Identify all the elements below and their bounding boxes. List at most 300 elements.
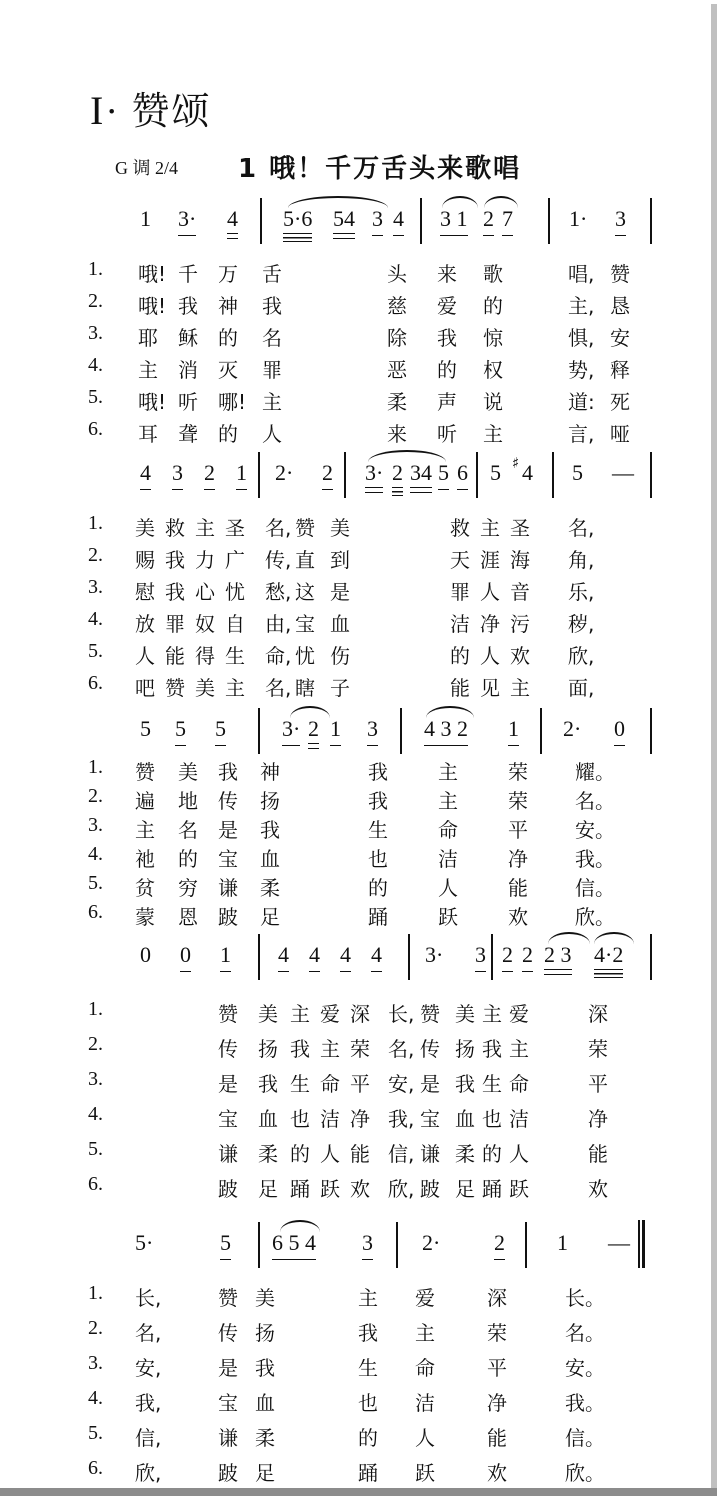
verse-number: 4.	[88, 354, 103, 376]
lyric-row	[0, 901, 717, 931]
lyric-syllable: 是	[218, 1356, 238, 1380]
lyric-syllable: 洁	[509, 1107, 529, 1131]
lyric-syllable: 听	[437, 422, 457, 446]
barline	[540, 708, 542, 754]
lyric-syllable: 也	[358, 1391, 378, 1415]
lyric-syllable: 我	[258, 1072, 278, 1096]
lyric-syllable: 天	[450, 548, 470, 572]
section-numeral: I	[90, 88, 106, 133]
note: 5	[572, 460, 583, 485]
lyric-syllable: 慈	[387, 294, 407, 318]
lyric-syllable: 命	[320, 1072, 340, 1096]
barline	[258, 708, 260, 754]
lyric-syllable: 的	[437, 358, 457, 382]
lyric-syllable: 扬	[455, 1037, 475, 1061]
lyric-syllable: 头	[387, 262, 407, 286]
lyric-syllable: 安,	[135, 1356, 162, 1380]
lyric-syllable: 足	[258, 1177, 278, 1201]
lyric-syllable: 能	[487, 1426, 507, 1450]
lyric-syllable: 哦!	[138, 294, 167, 318]
note: 3·	[365, 460, 384, 485]
note: 1	[508, 716, 519, 741]
lyric-syllable: 人	[480, 580, 500, 604]
note: 3	[615, 206, 626, 231]
lyric-syllable: 踊	[290, 1177, 310, 1201]
lyric-syllable: 神	[260, 760, 280, 784]
lyric-syllable: 赞	[218, 1002, 238, 1026]
lyric-syllable: 的	[218, 326, 238, 350]
lyric-syllable: 我	[260, 818, 280, 842]
lyric-syllable: 血	[255, 1391, 275, 1415]
lyric-syllable: 名	[262, 326, 282, 350]
lyric-syllable: 心	[195, 580, 215, 604]
lyric-syllable: 声	[437, 390, 457, 414]
lyric-syllable: 安。	[565, 1356, 605, 1380]
lyric-syllable: 我	[368, 789, 388, 813]
lyric-syllable: 能	[350, 1142, 370, 1166]
lyric-syllable: 安	[610, 326, 630, 350]
note: 34	[410, 460, 432, 485]
lyric-syllable: 荣	[508, 789, 528, 813]
slur-arc	[288, 196, 388, 208]
lyric-syllable: 平	[588, 1072, 608, 1096]
lyric-syllable: 主	[510, 676, 530, 700]
lyric-syllable: 扬	[255, 1321, 275, 1345]
lyric-syllable: 死	[610, 390, 630, 414]
note: 1	[557, 1230, 568, 1255]
lyric-syllable: 传	[420, 1037, 440, 1061]
lyric-syllable: 爱	[509, 1002, 529, 1026]
lyric-row	[0, 322, 717, 352]
verse-number: 5.	[88, 640, 103, 662]
note: 5·	[135, 1230, 154, 1255]
barline	[548, 198, 550, 244]
lyric-syllable: 美	[178, 760, 198, 784]
lyric-syllable: 平	[487, 1356, 507, 1380]
lyric-syllable: 平	[508, 818, 528, 842]
lyric-syllable: 美	[195, 676, 215, 700]
lyric-syllable: 信,	[388, 1142, 415, 1166]
lyric-syllable: 圣	[225, 516, 245, 540]
barline	[650, 198, 652, 244]
note: 2	[502, 942, 513, 967]
lyric-row	[0, 608, 717, 638]
lyric-row	[0, 1317, 717, 1347]
note: 4	[227, 206, 238, 231]
lyric-syllable: 宝	[218, 847, 238, 871]
note: 4 3 2	[424, 716, 468, 741]
lyric-syllable: 欣,	[388, 1177, 415, 1201]
lyric-row	[0, 1033, 717, 1063]
lyric-syllable: 瞎	[295, 676, 315, 700]
lyric-syllable: 广	[225, 548, 245, 572]
lyric-row	[0, 640, 717, 670]
lyric-syllable: 我,	[388, 1107, 415, 1131]
lyric-syllable: 长。	[565, 1286, 605, 1310]
lyric-syllable: 欣,	[568, 644, 595, 668]
lyric-syllable: 主	[415, 1321, 435, 1345]
lyric-syllable: 主	[480, 516, 500, 540]
lyric-syllable: 主	[358, 1286, 378, 1310]
lyric-syllable: 言,	[568, 422, 595, 446]
barline	[476, 452, 478, 498]
note: 3	[172, 460, 183, 485]
slur-arc	[484, 196, 518, 208]
lyric-syllable: 命	[509, 1072, 529, 1096]
lyric-row	[0, 290, 717, 320]
lyric-syllable: 主	[195, 516, 215, 540]
lyric-syllable: 踊	[482, 1177, 502, 1201]
section-dot: ·	[105, 91, 120, 133]
slur-arc	[290, 706, 330, 718]
sharp-icon: ♯	[512, 454, 520, 472]
lyric-syllable: 人	[438, 876, 458, 900]
lyric-syllable: 我	[437, 326, 457, 350]
lyric-syllable: 血	[258, 1107, 278, 1131]
note: —	[608, 1230, 630, 1255]
barline	[408, 934, 410, 980]
note: 2	[522, 942, 533, 967]
note: 2	[483, 206, 494, 231]
note: 3·	[178, 206, 197, 231]
note: 2·	[563, 716, 582, 741]
lyric-syllable: 的	[482, 1142, 502, 1166]
lyric-syllable: 欢	[487, 1461, 507, 1485]
lyric-syllable: 跃	[415, 1461, 435, 1485]
verse-number: 2.	[88, 785, 103, 807]
lyric-syllable: 聋	[178, 422, 198, 446]
lyric-syllable: 跛	[218, 1177, 238, 1201]
lyric-syllable: 是	[218, 1072, 238, 1096]
verse-number: 2.	[88, 290, 103, 312]
verse-number: 6.	[88, 901, 103, 923]
slur-arc	[368, 450, 446, 462]
lyric-syllable: 主	[290, 1002, 310, 1026]
lyric-row	[0, 418, 717, 448]
lyric-syllable: 的	[178, 847, 198, 871]
lyric-syllable: 柔	[455, 1142, 475, 1166]
barline	[650, 452, 652, 498]
note: 1	[140, 206, 151, 231]
lyric-syllable: 消	[178, 358, 198, 382]
lyric-syllable: 信。	[575, 876, 615, 900]
lyric-syllable: 信。	[565, 1426, 605, 1450]
barline	[258, 452, 260, 498]
lyric-syllable: 秽,	[568, 612, 595, 636]
lyric-syllable: 赞	[218, 1286, 238, 1310]
lyric-syllable: 命	[438, 818, 458, 842]
lyric-syllable: 足	[260, 905, 280, 929]
lyric-syllable: 生	[368, 818, 388, 842]
note: 0	[614, 716, 625, 741]
lyric-syllable: 美	[455, 1002, 475, 1026]
barline	[525, 1222, 527, 1268]
verse-number: 4.	[88, 843, 103, 865]
lyric-syllable: 谦	[218, 876, 238, 900]
lyric-syllable: 伤	[330, 644, 350, 668]
lyric-syllable: 我,	[135, 1391, 162, 1415]
song-title: 1 哦！千万舌头来歌唱	[238, 154, 522, 184]
lyric-row	[0, 1422, 717, 1452]
lyric-syllable: 柔	[258, 1142, 278, 1166]
verse-number: 3.	[88, 1352, 103, 1374]
lyric-syllable: 深	[487, 1286, 507, 1310]
lyric-syllable: 欣。	[565, 1461, 605, 1485]
lyric-syllable: 耳	[138, 422, 158, 446]
verse-number: 3.	[88, 576, 103, 598]
slur-arc	[426, 706, 474, 718]
verse-number: 6.	[88, 1457, 103, 1479]
section-title: 赞颂	[131, 91, 212, 133]
lyric-syllable: 赞	[420, 1002, 440, 1026]
note: 4	[278, 942, 289, 967]
lyric-syllable: 名,	[265, 676, 292, 700]
lyric-syllable: 也	[368, 847, 388, 871]
lyric-syllable: 的	[358, 1426, 378, 1450]
lyric-syllable: 主	[438, 789, 458, 813]
lyric-syllable: 人	[135, 644, 155, 668]
lyric-row	[0, 672, 717, 702]
lyric-syllable: 洁	[450, 612, 470, 636]
lyric-syllable: 名	[178, 818, 198, 842]
verse-number: 6.	[88, 672, 103, 694]
lyric-syllable: 千	[178, 262, 198, 286]
lyric-syllable: 我	[482, 1037, 502, 1061]
barline	[400, 708, 402, 754]
lyric-syllable: 美	[330, 516, 350, 540]
lyric-syllable: 足	[255, 1461, 275, 1485]
note: 0	[180, 942, 191, 967]
lyric-syllable: 名。	[565, 1321, 605, 1345]
lyric-syllable: 贫	[135, 876, 155, 900]
lyric-syllable: 恳	[610, 294, 630, 318]
verse-number: 3.	[88, 1068, 103, 1090]
note: 3	[367, 716, 378, 741]
note: 6 5 4	[272, 1230, 316, 1255]
note: 5·6	[283, 206, 313, 231]
lyric-syllable: 踊	[368, 905, 388, 929]
lyric-syllable: 哑	[610, 422, 630, 446]
lyric-syllable: 洁	[438, 847, 458, 871]
note: 5	[175, 716, 186, 741]
lyric-syllable: 净	[588, 1107, 608, 1131]
lyric-syllable: 的	[218, 422, 238, 446]
note: 4	[140, 460, 151, 485]
lyric-row	[0, 1352, 717, 1382]
lyric-syllable: 除	[387, 326, 407, 350]
note: 2	[204, 460, 215, 485]
lyric-row	[0, 814, 717, 844]
slur-arc	[594, 932, 634, 944]
lyric-syllable: 神	[218, 294, 238, 318]
note: 1	[220, 942, 231, 967]
section-heading	[90, 80, 212, 135]
lyric-syllable: 欣。	[575, 905, 615, 929]
lyric-syllable: 主	[438, 760, 458, 784]
lyric-syllable: 血	[260, 847, 280, 871]
lyric-syllable: 吧	[135, 676, 155, 700]
lyric-syllable: 穷	[178, 876, 198, 900]
lyric-syllable: 爱	[415, 1286, 435, 1310]
note: 2	[308, 716, 319, 741]
lyric-syllable: 忧	[225, 580, 245, 604]
note: 0	[140, 942, 151, 967]
lyric-row	[0, 1282, 717, 1312]
note: 3	[372, 206, 383, 231]
verse-number: 5.	[88, 1422, 103, 1444]
lyric-syllable: 惊	[483, 326, 503, 350]
lyric-syllable: 跃	[320, 1177, 340, 1201]
lyric-syllable: 柔	[387, 390, 407, 414]
lyric-syllable: 谦	[218, 1426, 238, 1450]
lyric-syllable: 地	[178, 789, 198, 813]
lyric-syllable: 万	[218, 262, 238, 286]
lyric-syllable: 主	[138, 358, 158, 382]
lyric-syllable: 耶	[138, 326, 158, 350]
lyric-syllable: 是	[420, 1072, 440, 1096]
lyric-syllable: 宝	[218, 1391, 238, 1415]
lyric-syllable: 净	[487, 1391, 507, 1415]
note: 1	[236, 460, 247, 485]
lyric-syllable: 传	[218, 789, 238, 813]
lyric-syllable: 洁	[320, 1107, 340, 1131]
lyric-syllable: 主	[135, 818, 155, 842]
lyric-syllable: 哦!	[138, 262, 167, 286]
lyric-syllable: 赞	[135, 760, 155, 784]
lyric-syllable: 跛	[218, 905, 238, 929]
lyric-syllable: 人	[320, 1142, 340, 1166]
lyric-syllable: 蒙	[135, 905, 155, 929]
verse-number: 6.	[88, 418, 103, 440]
final-barline	[638, 1220, 645, 1268]
verse-number: 1.	[88, 756, 103, 778]
verse-number: 1.	[88, 258, 103, 280]
lyric-syllable: 美	[135, 516, 155, 540]
verse-number: 2.	[88, 1317, 103, 1339]
lyric-syllable: 主	[262, 390, 282, 414]
lyric-syllable: 欣,	[135, 1461, 162, 1485]
lyric-syllable: 权	[483, 358, 503, 382]
lyric-syllable: 美	[255, 1286, 275, 1310]
lyric-syllable: 扬	[258, 1037, 278, 1061]
lyric-syllable: 由,	[265, 612, 292, 636]
lyric-syllable: 我	[165, 548, 185, 572]
lyric-syllable: 我	[255, 1356, 275, 1380]
note: 2	[322, 460, 333, 485]
lyric-syllable: 我	[290, 1037, 310, 1061]
lyric-syllable: 我	[218, 760, 238, 784]
note: 54	[333, 206, 355, 231]
lyric-syllable: 乐,	[568, 580, 595, 604]
slur-arc	[280, 1220, 320, 1232]
lyric-syllable: 灭	[218, 358, 238, 382]
lyric-syllable: 听	[178, 390, 198, 414]
lyric-row	[0, 1068, 717, 1098]
lyric-syllable: 传	[218, 1037, 238, 1061]
lyric-syllable: 跛	[218, 1461, 238, 1485]
lyric-syllable: 名,	[388, 1037, 415, 1061]
lyric-syllable: 的	[450, 644, 470, 668]
lyric-syllable: 赞	[295, 516, 315, 540]
lyric-syllable: 救	[450, 516, 470, 540]
lyric-syllable: 遍	[135, 789, 155, 813]
note: 2	[392, 460, 403, 485]
lyric-syllable: 罪	[450, 580, 470, 604]
lyric-syllable: 也	[482, 1107, 502, 1131]
lyric-syllable: 跛	[420, 1177, 440, 1201]
lyric-syllable: 罪	[262, 358, 282, 382]
lyric-row	[0, 386, 717, 416]
note: —	[612, 460, 634, 485]
lyric-syllable: 直	[295, 548, 315, 572]
notation-line	[0, 944, 717, 1004]
lyric-syllable: 人	[509, 1142, 529, 1166]
note: 3·	[282, 716, 301, 741]
barline	[650, 708, 652, 754]
lyric-syllable: 唱,	[568, 262, 595, 286]
barline	[491, 934, 493, 980]
lyric-row	[0, 1103, 717, 1133]
verse-number: 2.	[88, 544, 103, 566]
lyric-syllable: 生	[482, 1072, 502, 1096]
lyric-syllable: 命	[415, 1356, 435, 1380]
lyric-syllable: 的	[368, 876, 388, 900]
note: 4	[371, 942, 382, 967]
note: 3	[475, 942, 486, 967]
lyric-syllable: 长,	[388, 1002, 415, 1026]
note: 2·	[275, 460, 294, 485]
lyric-row	[0, 258, 717, 288]
lyric-syllable: 爱	[320, 1002, 340, 1026]
lyric-syllable: 是	[330, 580, 350, 604]
lyric-syllable: 净	[350, 1107, 370, 1131]
lyric-syllable: 能	[165, 644, 185, 668]
lyric-syllable: 美	[258, 1002, 278, 1026]
note: 3	[362, 1230, 373, 1255]
lyric-syllable: 圣	[510, 516, 530, 540]
lyric-syllable: 是	[218, 818, 238, 842]
lyric-row	[0, 512, 717, 542]
lyric-syllable: 我	[368, 760, 388, 784]
barline	[258, 934, 260, 980]
lyric-syllable: 慰	[135, 580, 155, 604]
lyric-syllable: 荣	[588, 1037, 608, 1061]
lyric-syllable: 道:	[568, 390, 595, 414]
lyric-syllable: 平	[350, 1072, 370, 1096]
lyric-syllable: 海	[510, 548, 530, 572]
lyric-row	[0, 354, 717, 384]
lyric-row	[0, 1387, 717, 1417]
lyric-syllable: 长,	[135, 1286, 162, 1310]
note: 4	[309, 942, 320, 967]
lyric-row	[0, 1173, 717, 1203]
lyric-row	[0, 1457, 717, 1487]
lyric-syllable: 宝	[218, 1107, 238, 1131]
verse-number: 4.	[88, 1387, 103, 1409]
lyric-syllable: 主	[225, 676, 245, 700]
note: 1·	[569, 206, 588, 231]
verse-number: 5.	[88, 386, 103, 408]
lyric-syllable: 命,	[265, 644, 292, 668]
note: 2 3	[544, 942, 572, 967]
lyric-syllable: 我	[262, 294, 282, 318]
lyric-syllable: 我	[455, 1072, 475, 1096]
lyric-syllable: 主	[482, 1002, 502, 1026]
lyric-syllable: 信,	[135, 1426, 162, 1450]
lyric-syllable: 来	[437, 262, 457, 286]
lyric-syllable: 赞	[165, 676, 185, 700]
lyric-syllable: 力	[195, 548, 215, 572]
